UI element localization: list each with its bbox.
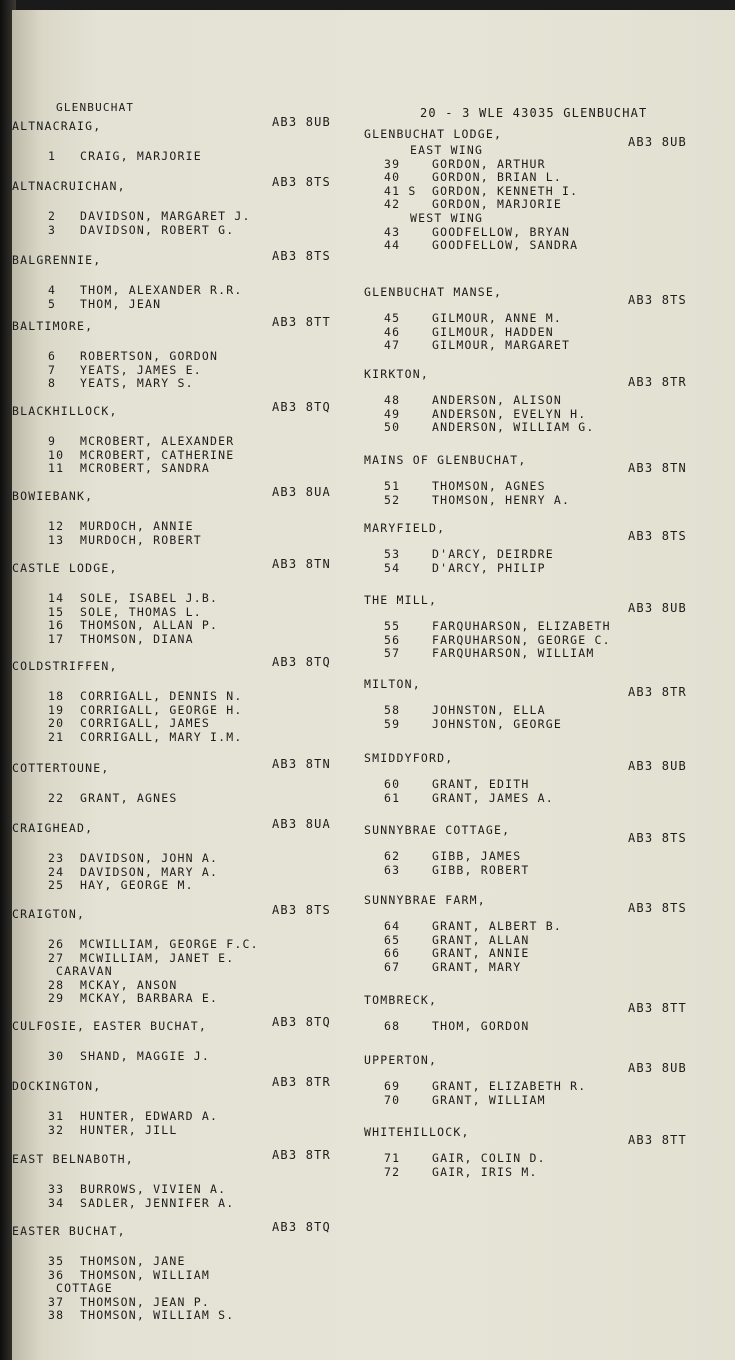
address-heading: DOCKINGTON, xyxy=(12,1079,102,1093)
address-heading: SMIDDYFORD, xyxy=(364,751,454,765)
elector-name: ANDERSON, ALISON xyxy=(432,393,562,407)
elector-number: 29 xyxy=(48,991,65,1006)
address-heading: BLACKHILLOCK, xyxy=(12,404,118,418)
elector-name: GRANT, ELIZABETH R. xyxy=(432,1079,587,1093)
elector-number: 36 xyxy=(48,1267,65,1282)
elector-number: 50 xyxy=(384,420,401,435)
elector-name: GILMOUR, ANNE M. xyxy=(432,311,562,325)
elector-name: SOLE, ISABEL J.B. xyxy=(80,591,219,605)
elector-name: GRANT, ALBERT B. xyxy=(432,919,562,933)
address-heading: COLDSTRIFFEN, xyxy=(12,659,118,673)
postcode: AB3 8TT xyxy=(628,1133,687,1147)
elector-name: MCKAY, ANSON xyxy=(80,977,178,992)
elector-number: 62 xyxy=(384,849,401,863)
sub-address: EAST WING xyxy=(410,143,484,157)
elector-number: 51 xyxy=(384,479,401,493)
elector-number: 43 xyxy=(384,224,401,239)
elector-number: 70 xyxy=(384,1092,401,1107)
elector-number: 19 xyxy=(48,702,65,717)
elector-number: 9 xyxy=(48,434,57,448)
elector-name: SOLE, THOMAS L. xyxy=(80,604,202,619)
elector-name: MURDOCH, ROBERT xyxy=(80,532,202,547)
postcode: AB3 8TN xyxy=(628,461,687,475)
postcode: AB3 8TR xyxy=(272,1148,331,1162)
address-heading: THE MILL, xyxy=(364,593,438,607)
elector-name: GRANT, AGNES xyxy=(80,791,178,805)
elector-name: FARQUHARSON, ELIZABETH xyxy=(432,619,611,633)
postcode: AB3 8UB xyxy=(272,115,331,129)
elector-number: 49 xyxy=(384,406,401,421)
elector-number: 58 xyxy=(384,703,401,717)
elector-name: DAVIDSON, ROBERT G. xyxy=(80,222,235,237)
elector-number: 39 xyxy=(384,156,401,171)
elector-name: DAVIDSON, MARY A. xyxy=(80,864,219,879)
postcode: AB3 8TS xyxy=(272,903,331,917)
address-heading: GLENBUCHAT LODGE, xyxy=(364,127,503,141)
elector-number: 52 xyxy=(384,492,401,507)
elector-number: 23 xyxy=(48,851,65,865)
elector-name: THOM, GORDON xyxy=(432,1019,530,1033)
elector-name: GRANT, EDITH xyxy=(432,777,530,791)
elector-name: CORRIGALL, DENNIS N. xyxy=(80,689,243,703)
address-heading: CRAIGTON, xyxy=(12,907,86,921)
elector-number: 2 xyxy=(48,209,57,223)
elector-name: ROBERTSON, GORDON xyxy=(80,349,219,363)
elector-number: 59 xyxy=(384,716,401,731)
elector-name: THOMSON, DIANA xyxy=(80,631,194,646)
postcode: AB3 8TN xyxy=(272,757,331,771)
elector-name: DAVIDSON, MARGARET J. xyxy=(80,209,251,223)
elector-name: GRANT, ALLAN xyxy=(432,932,530,947)
elector-name: BURROWS, VIVIEN A. xyxy=(80,1182,227,1196)
elector-number: 4 xyxy=(48,283,57,297)
elector-number: 28 xyxy=(48,977,65,992)
elector-name: MCWILLIAM, GEORGE F.C. xyxy=(80,937,259,951)
elector-name: THOMSON, JANE xyxy=(80,1254,186,1268)
elector-name: MCROBERT, SANDRA xyxy=(80,461,210,476)
elector-number: 5 xyxy=(48,296,57,311)
postcode: AB3 8TQ xyxy=(272,1220,331,1234)
elector-number: 53 xyxy=(384,547,401,561)
register-page xyxy=(12,10,735,1360)
elector-number: 42 xyxy=(384,197,401,212)
postcode: AB3 8UB xyxy=(628,759,687,773)
elector-number: 46 xyxy=(384,324,401,339)
address-heading: ALTNACRUICHAN, xyxy=(12,179,126,193)
elector-number: 72 xyxy=(384,1164,401,1179)
elector-number: 8 xyxy=(48,376,57,391)
elector-name: GIBB, ROBERT xyxy=(432,862,530,877)
elector-name: GORDON, MARJORIE xyxy=(432,197,562,212)
elector-name: GRANT, ANNIE xyxy=(432,946,530,961)
sub-address: COTTAGE xyxy=(56,1281,113,1296)
elector-number: 37 xyxy=(48,1294,65,1309)
elector-name: GOODFELLOW, SANDRA xyxy=(432,238,579,253)
elector-name: MCROBERT, CATHERINE xyxy=(80,447,235,462)
elector-name: MCROBERT, ALEXANDER xyxy=(80,434,235,448)
sub-address: WEST WING xyxy=(410,211,484,225)
address-heading: ALTNACRAIG, xyxy=(12,119,102,133)
elector-name: GILMOUR, MARGARET xyxy=(432,338,571,353)
elector-name: MCWILLIAM, JANET E. xyxy=(80,950,235,965)
elector-name: ANDERSON, EVELYN H. xyxy=(432,406,587,421)
elector-name: CORRIGALL, JAMES xyxy=(80,716,210,731)
sub-address: CARAVAN xyxy=(56,964,113,979)
address-heading: UPPERTON, xyxy=(364,1053,438,1067)
elector-number: 10 xyxy=(48,447,65,462)
elector-name: D'ARCY, PHILIP xyxy=(432,560,546,575)
elector-name: GORDON, BRIAN L. xyxy=(432,170,562,185)
elector-number: 34 xyxy=(48,1195,65,1210)
elector-name: JOHNSTON, GEORGE xyxy=(432,716,562,731)
address-heading: WHITEHILLOCK, xyxy=(364,1125,470,1139)
address-heading: SUNNYBRAE COTTAGE, xyxy=(364,823,511,837)
elector-number: 27 xyxy=(48,950,65,965)
elector-number: 54 xyxy=(384,560,401,575)
elector-number: 12 xyxy=(48,519,65,533)
elector-number: 18 xyxy=(48,689,65,703)
address-heading: BOWIEBANK, xyxy=(12,489,94,503)
elector-number: 40 xyxy=(384,170,401,185)
address-heading: BALGRENNIE, xyxy=(12,253,102,267)
postcode: AB3 8TQ xyxy=(272,1015,331,1029)
elector-number: 22 xyxy=(48,791,65,805)
elector-number: 21 xyxy=(48,729,65,744)
elector-name: CRAIG, MARJORIE xyxy=(80,149,202,163)
address-heading: MAINS OF GLENBUCHAT, xyxy=(364,453,527,467)
header-right: 20 - 3 WLE 43035 GLENBUCHAT xyxy=(420,106,648,120)
elector-number: 66 xyxy=(384,946,401,961)
elector-number: 45 xyxy=(384,311,401,325)
postcode: AB3 8TS xyxy=(628,901,687,915)
address-heading: KIRKTON, xyxy=(364,367,429,381)
elector-number: 31 xyxy=(48,1109,65,1123)
elector-name: MURDOCH, ANNIE xyxy=(80,519,194,533)
elector-number: 60 xyxy=(384,777,401,791)
elector-number: 16 xyxy=(48,618,65,633)
postcode: AB3 8TR xyxy=(628,375,687,389)
address-heading: MARYFIELD, xyxy=(364,521,446,535)
elector-name: THOMSON, HENRY A. xyxy=(432,492,571,507)
postcode: AB3 8TR xyxy=(628,685,687,699)
elector-name: THOMSON, WILLIAM xyxy=(80,1267,210,1282)
elector-name: THOMSON, JEAN P. xyxy=(80,1294,210,1309)
address-heading: TOMBRECK, xyxy=(364,993,438,1007)
elector-name: GRANT, JAMES A. xyxy=(432,790,554,805)
elector-number: 25 xyxy=(48,878,65,893)
postcode: AB3 8TN xyxy=(272,557,331,571)
elector-name: MCKAY, BARBARA E. xyxy=(80,991,219,1006)
elector-name: FARQUHARSON, GEORGE C. xyxy=(432,632,611,647)
elector-number: 15 xyxy=(48,604,65,619)
header-left: GLENBUCHAT xyxy=(56,101,135,114)
postcode: AB3 8TS xyxy=(628,529,687,543)
postcode: AB3 8TQ xyxy=(272,655,331,669)
address-heading: CRAIGHEAD, xyxy=(12,821,94,835)
postcode: AB3 8TT xyxy=(272,315,331,329)
elector-number: 7 xyxy=(48,362,57,377)
elector-number: 13 xyxy=(48,532,65,547)
elector-number: 63 xyxy=(384,862,401,877)
elector-name: FARQUHARSON, WILLIAM xyxy=(432,646,595,661)
elector-name: HUNTER, EDWARD A. xyxy=(80,1109,219,1123)
elector-number: 24 xyxy=(48,864,65,879)
elector-name: CORRIGALL, GEORGE H. xyxy=(80,702,243,717)
elector-name: THOMSON, ALLAN P. xyxy=(80,618,219,633)
show-through-text xyxy=(342,185,358,238)
elector-name: ANDERSON, WILLIAM G. xyxy=(432,420,595,435)
elector-number: 6 xyxy=(48,349,57,363)
address-heading: CULFOSIE, EASTER BUCHAT, xyxy=(12,1019,207,1033)
postcode: AB3 8TS xyxy=(628,293,687,307)
postcode: AB3 8UA xyxy=(272,485,331,499)
elector-name: GORDON, KENNETH I. xyxy=(432,183,579,198)
elector-name: GRANT, MARY xyxy=(432,959,522,974)
elector-number: 33 xyxy=(48,1182,65,1196)
elector-name: CORRIGALL, MARY I.M. xyxy=(80,729,243,744)
elector-number: 14 xyxy=(48,591,65,605)
address-heading: MILTON, xyxy=(364,677,421,691)
elector-number: 71 xyxy=(384,1151,401,1165)
elector-name: THOMSON, WILLIAM S. xyxy=(80,1308,235,1323)
elector-number: 11 xyxy=(48,461,65,476)
elector-number: 61 xyxy=(384,790,401,805)
address-heading: SUNNYBRAE FARM, xyxy=(364,893,486,907)
elector-name: HUNTER, JILL xyxy=(80,1122,178,1137)
elector-number: 67 xyxy=(384,959,401,974)
postcode: AB3 8TQ xyxy=(272,400,331,414)
elector-number: 65 xyxy=(384,932,401,947)
elector-name: SHAND, MAGGIE J. xyxy=(80,1049,210,1063)
elector-number: 69 xyxy=(384,1079,401,1093)
address-heading: GLENBUCHAT MANSE, xyxy=(364,285,503,299)
elector-name: YEATS, JAMES E. xyxy=(80,362,202,377)
postcode: AB3 8TR xyxy=(272,1075,331,1089)
elector-number: 3 xyxy=(48,222,57,237)
elector-name: DAVIDSON, JOHN A. xyxy=(80,851,219,865)
postcode: AB3 8TT xyxy=(628,1001,687,1015)
elector-number: 47 xyxy=(384,338,401,353)
elector-number: 55 xyxy=(384,619,401,633)
elector-name: GRANT, WILLIAM xyxy=(432,1092,546,1107)
address-heading: EASTER BUCHAT, xyxy=(12,1224,126,1238)
elector-name: GORDON, ARTHUR xyxy=(432,156,546,171)
elector-number: 64 xyxy=(384,919,401,933)
elector-name: THOMSON, AGNES xyxy=(432,479,546,493)
elector-name: THOM, JEAN xyxy=(80,296,162,311)
address-heading: COTTERTOUNE, xyxy=(12,761,110,775)
elector-number: 1 xyxy=(48,149,57,163)
elector-name: GAIR, IRIS M. xyxy=(432,1164,538,1179)
elector-number: 26 xyxy=(48,937,65,951)
postcode: AB3 8TS xyxy=(272,175,331,189)
postcode: AB3 8TS xyxy=(272,249,331,263)
elector-name: GOODFELLOW, BRYAN xyxy=(432,224,571,239)
elector-number: 38 xyxy=(48,1308,65,1323)
elector-number: 20 xyxy=(48,716,65,731)
elector-name: YEATS, MARY S. xyxy=(80,376,194,391)
elector-number: 30 xyxy=(48,1049,65,1063)
address-heading: EAST BELNABOTH, xyxy=(12,1152,134,1166)
elector-number: 41 S xyxy=(384,183,417,198)
elector-name: SADLER, JENNIFER A. xyxy=(80,1195,235,1210)
elector-number: 17 xyxy=(48,631,65,646)
elector-name: JOHNSTON, ELLA xyxy=(432,703,546,717)
postcode: AB3 8TS xyxy=(628,831,687,845)
elector-name: GIBB, JAMES xyxy=(432,849,522,863)
elector-name: HAY, GEORGE M. xyxy=(80,878,194,893)
elector-number: 44 xyxy=(384,238,401,253)
elector-name: GILMOUR, HADDEN xyxy=(432,324,554,339)
elector-name: D'ARCY, DEIRDRE xyxy=(432,547,554,561)
elector-number: 35 xyxy=(48,1254,65,1268)
postcode: AB3 8UB xyxy=(628,1061,687,1075)
postcode: AB3 8UB xyxy=(628,601,687,615)
elector-name: THOM, ALEXANDER R.R. xyxy=(80,283,243,297)
elector-number: 32 xyxy=(48,1122,65,1137)
elector-number: 56 xyxy=(384,632,401,647)
postcode: AB3 8UB xyxy=(628,135,687,149)
elector-number: 57 xyxy=(384,646,401,661)
postcode: AB3 8UA xyxy=(272,817,331,831)
address-heading: BALTIMORE, xyxy=(12,319,94,333)
elector-number: 48 xyxy=(384,393,401,407)
address-heading: CASTLE LODGE, xyxy=(12,561,118,575)
elector-name: GAIR, COLIN D. xyxy=(432,1151,546,1165)
elector-number: 68 xyxy=(384,1019,401,1033)
